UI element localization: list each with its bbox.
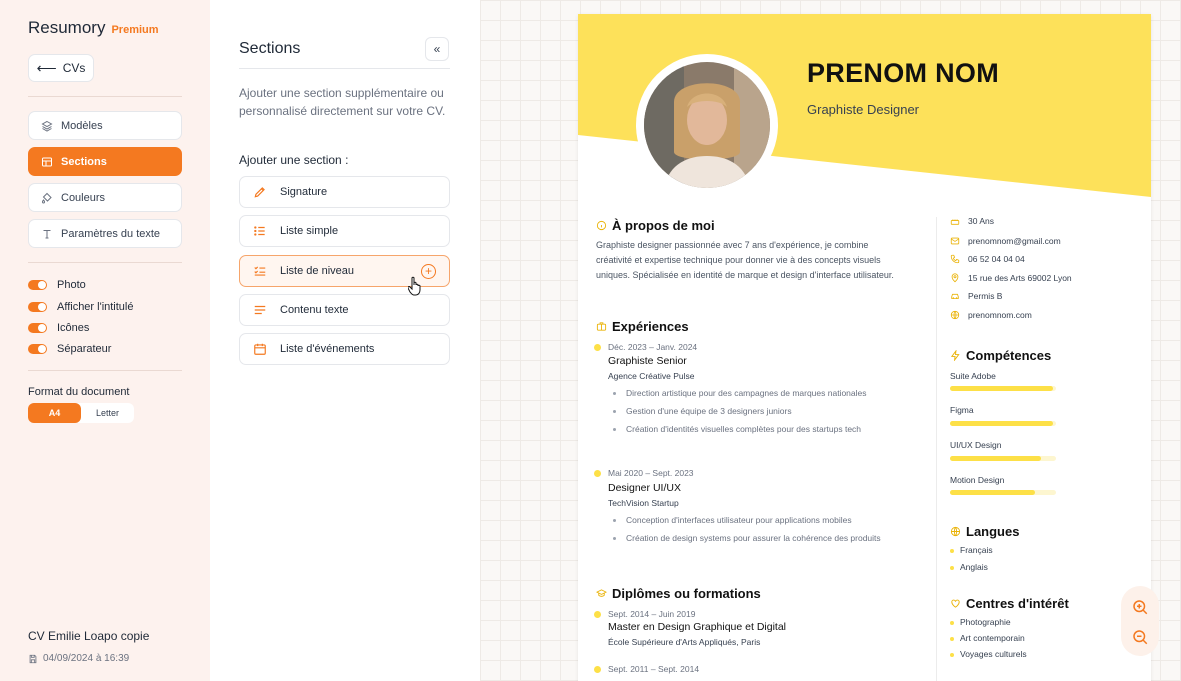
experiences-title: Expériences [612, 319, 689, 334]
about-heading [596, 218, 715, 233]
experiences-heading [596, 319, 689, 334]
cv-preview-canvas [480, 0, 1181, 681]
section-label: Liste de niveau [280, 265, 354, 277]
sections-panel [210, 0, 480, 681]
panel-description: Ajouter une section supplémentaire ou personnalisé directement sur votre CV. [239, 86, 446, 118]
pen-icon [253, 185, 267, 199]
globe-icon [950, 526, 961, 537]
text-icon [41, 228, 53, 240]
format-selector [28, 403, 134, 423]
add-text-content-button[interactable] [239, 294, 450, 326]
contact-phone[interactable] [950, 254, 1025, 264]
add-simple-list-button[interactable] [239, 215, 450, 247]
nav-label: Modèles [61, 119, 103, 132]
list-icon [253, 224, 267, 238]
divider [28, 262, 182, 263]
about-title: À propos de moi [612, 218, 715, 233]
format-letter-option[interactable]: Letter [95, 408, 119, 418]
column-separator [936, 217, 937, 681]
skills-title: Compétences [966, 348, 1052, 363]
interests-heading [950, 596, 1069, 611]
contact-text: prenomnom@gmail.com [968, 236, 1061, 246]
add-event-list-button[interactable] [239, 333, 450, 365]
cake-icon [950, 216, 960, 226]
plus-circle-icon[interactable]: + [421, 264, 436, 279]
nav-sections[interactable] [28, 147, 182, 176]
back-label: CVs [62, 61, 86, 75]
nav-couleurs[interactable] [28, 183, 182, 212]
format-a4-option[interactable]: A4 [28, 403, 81, 423]
toggle-switch[interactable] [28, 302, 47, 312]
experience-company: TechVision Startup [608, 498, 679, 508]
experience-bullets [608, 513, 898, 549]
cv-full-name[interactable]: PRENOM NOM [807, 58, 999, 88]
skill-name: Suite Adobe [950, 371, 996, 381]
toggle-afficher-intitule[interactable] [28, 301, 134, 313]
skill-bar [950, 421, 1056, 426]
section-label: Liste d'événements [280, 343, 375, 355]
education-heading [596, 586, 761, 601]
experience-company: Agence Créative Pulse [608, 371, 695, 381]
timeline-dot [594, 470, 601, 477]
contact-age[interactable] [950, 216, 994, 226]
toggle-label: Photo [57, 279, 86, 291]
map-pin-icon [950, 273, 960, 283]
education-date: Sept. 2011 – Sept. 2014 [608, 664, 700, 674]
experience-title[interactable]: Graphiste Senior [608, 355, 687, 367]
toggle-photo[interactable] [28, 279, 86, 291]
interests-title: Centres d'intérêt [966, 596, 1069, 611]
contact-text: prenomnom.com [968, 310, 1032, 320]
education-title[interactable]: Master en Design Graphique et Digital [608, 621, 787, 633]
arrow-left-icon: ⟵ [36, 59, 57, 76]
format-label: Format du document [28, 386, 130, 398]
contact-email[interactable] [950, 236, 1061, 246]
brand-name: Resumory [28, 18, 106, 37]
toggle-label: Séparateur [57, 343, 112, 355]
language-item: Français [950, 545, 993, 555]
interest-item: Voyages culturels [950, 649, 1027, 659]
divider [239, 68, 450, 69]
graduation-cap-icon [596, 588, 607, 599]
briefcase-icon [596, 321, 607, 332]
contact-text: 30 Ans [968, 216, 994, 226]
divider [28, 96, 182, 97]
toggle-icones[interactable] [28, 322, 89, 334]
skill-name: UI/UX Design [950, 440, 1002, 450]
info-icon [596, 220, 607, 231]
interest-item: Art contemporain [950, 633, 1025, 643]
experience-title[interactable]: Designer UI/UX [608, 482, 681, 494]
zoom-out-icon[interactable] [1131, 628, 1149, 646]
heart-icon [950, 598, 961, 609]
collapse-panel-button[interactable] [425, 37, 449, 61]
contact-text: Permis B [968, 291, 1003, 301]
layout-icon [41, 156, 53, 168]
skill-bar-fill [950, 490, 1035, 495]
cv-job-title[interactable]: Graphiste Designer [807, 102, 919, 117]
toggle-label: Afficher l'intitulé [57, 301, 134, 313]
skill-bar-fill [950, 386, 1053, 391]
nav-label: Paramètres du texte [61, 227, 161, 240]
contact-text: 06 52 04 04 04 [968, 254, 1025, 264]
nav-modeles[interactable] [28, 111, 182, 140]
list-item: Gestion d'une équipe de 3 designers juniors [608, 404, 898, 418]
left-sidebar [0, 0, 210, 681]
nav-label: Sections [61, 155, 107, 168]
brand [28, 18, 159, 38]
chevrons-left-icon: « [433, 42, 441, 56]
lightning-icon [950, 350, 961, 361]
interest-item: Photographie [950, 617, 1011, 627]
about-text[interactable]: Graphiste designer passionnée avec 7 ans d'expérience, je combine créativité et expertise technique pour donner vie à des concepts visuels uniques. Spécialisée en identité de marque et design d'interface utilisateur. [596, 240, 894, 280]
car-icon [950, 291, 960, 301]
section-label: Liste simple [280, 225, 339, 237]
profile-photo[interactable] [644, 62, 770, 188]
timeline-dot [594, 666, 601, 673]
plan-badge: Premium [111, 24, 159, 36]
contact-website[interactable] [950, 310, 1032, 320]
timeline-dot [594, 344, 601, 351]
globe-icon [950, 310, 960, 320]
experience-bullets [608, 386, 898, 440]
cv-page [578, 14, 1151, 681]
experience-date: Déc. 2023 – Janv. 2024 [608, 342, 698, 352]
checklist-icon [253, 264, 267, 278]
list-item: Création de design systems pour assurer la cohérence des produits [608, 531, 898, 545]
phone-icon [950, 254, 960, 264]
skills-heading [950, 348, 1051, 363]
skill-bar [950, 490, 1056, 495]
panel-title: Sections [239, 40, 301, 57]
timeline-dot [594, 611, 601, 618]
divider [28, 370, 182, 371]
skill-bar [950, 456, 1056, 461]
mail-icon [950, 236, 960, 246]
languages-title: Langues [966, 524, 1020, 539]
nav-label: Couleurs [61, 191, 106, 204]
education-date: Sept. 2014 – Juin 2019 [608, 609, 696, 619]
contact-license[interactable] [950, 291, 1002, 301]
hand-cursor-icon [408, 276, 422, 296]
add-signature-button[interactable] [239, 176, 450, 208]
skill-bar [950, 386, 1056, 391]
education-title: Diplômes ou formations [612, 586, 761, 601]
document-name: CV Emilie Loapo copie [28, 629, 150, 643]
date-text: 04/09/2024 à 16:39 [43, 653, 130, 664]
save-icon [28, 654, 38, 664]
toggle-label: Icônes [57, 322, 90, 334]
contact-text: 15 rue des Arts 69002 Lyon [968, 273, 1072, 283]
toggle-switch[interactable] [28, 280, 47, 290]
list-item: Conception d'interfaces utilisateur pour applications mobiles [608, 513, 898, 527]
text-lines-icon [253, 303, 267, 317]
skill-bar-fill [950, 456, 1041, 461]
section-label: Signature [280, 186, 328, 198]
skill-name: Figma [950, 405, 974, 415]
back-to-cvs-button[interactable] [28, 54, 94, 82]
paint-bucket-icon [41, 192, 53, 204]
list-item: Direction artistique pour des campagnes de marques nationales [608, 386, 898, 400]
toggle-separateur[interactable] [28, 343, 111, 355]
language-item: Anglais [950, 562, 988, 572]
calendar-icon [253, 342, 267, 356]
zoom-controls [1121, 586, 1159, 656]
add-section-label: Ajouter une section : [239, 153, 349, 167]
document-saved-date [28, 653, 129, 664]
skill-name: Motion Design [950, 475, 1005, 485]
list-item: Création d'identités visuelles complètes pour des startups tech [608, 422, 898, 436]
section-label: Contenu texte [280, 304, 349, 316]
languages-heading [950, 524, 1019, 539]
toggle-switch[interactable] [28, 323, 47, 333]
zoom-in-icon[interactable] [1131, 598, 1149, 616]
skill-bar-fill [950, 421, 1053, 426]
contact-address[interactable] [950, 273, 1072, 283]
layers-icon [41, 120, 53, 132]
education-school: École Supérieure d'Arts Appliqués, Paris [608, 637, 761, 647]
experience-date: Mai 2020 – Sept. 2023 [608, 468, 694, 478]
nav-parametres-texte[interactable] [28, 219, 182, 248]
toggle-switch[interactable] [28, 344, 47, 354]
